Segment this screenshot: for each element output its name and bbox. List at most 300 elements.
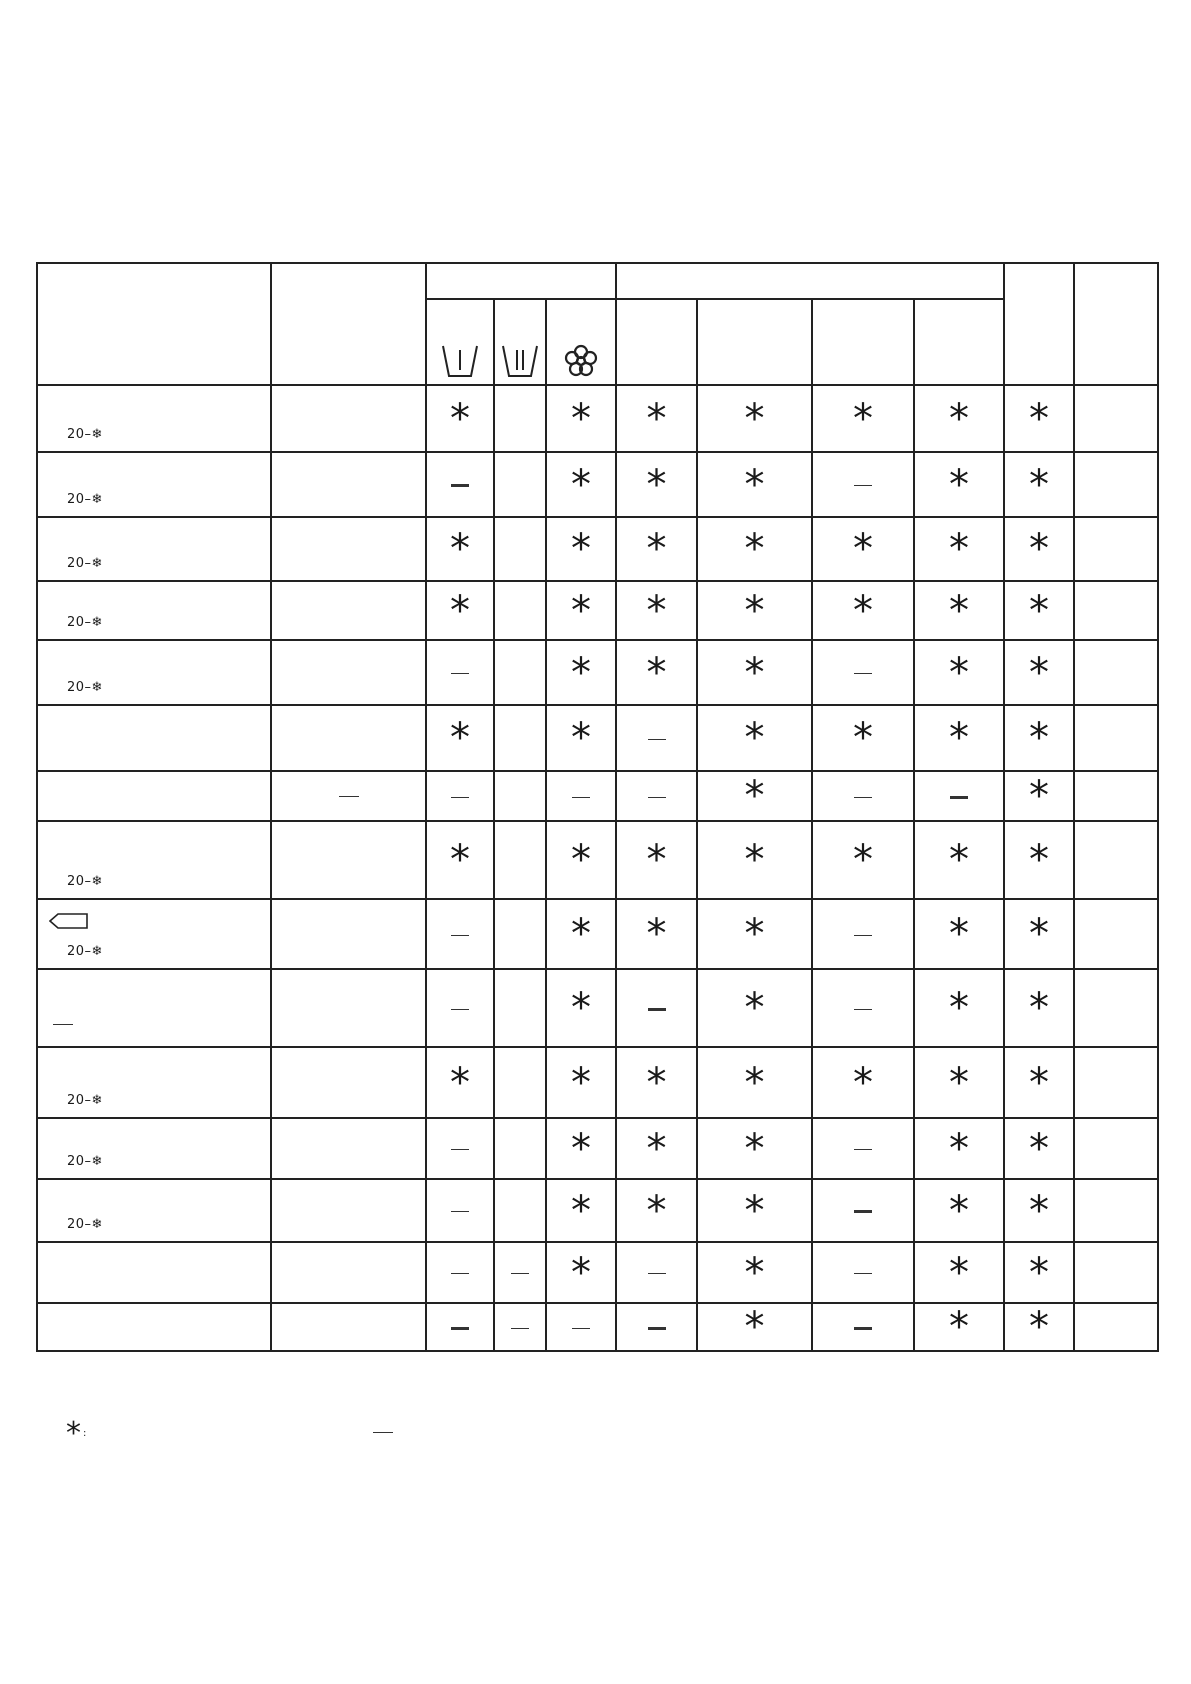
available-star: *	[450, 587, 470, 634]
marker-cell	[812, 1047, 914, 1118]
available-star: *	[949, 837, 970, 883]
marker-cell	[616, 1118, 697, 1179]
available-star: *	[1029, 461, 1050, 508]
available-star: *	[744, 649, 765, 696]
marker-cell	[616, 452, 697, 517]
available-star: *	[744, 773, 765, 819]
available-star: *	[646, 526, 667, 572]
marker-cell	[812, 899, 914, 969]
available-star: *	[853, 526, 874, 572]
available-star: *	[646, 1187, 667, 1234]
marker-cell	[546, 705, 616, 771]
fabric-cell	[271, 899, 426, 969]
marker-cell	[812, 385, 914, 452]
marker-cell	[1004, 899, 1074, 969]
extra-cell	[1074, 771, 1158, 821]
table-row	[37, 969, 1158, 1047]
marker-cell	[426, 517, 494, 581]
marker-cell	[1004, 1047, 1074, 1118]
unavailable-dash	[854, 1327, 872, 1330]
available-star: *	[744, 1059, 765, 1106]
available-star: *	[744, 395, 765, 442]
unavailable-dash	[950, 796, 968, 799]
unavailable-dash	[854, 935, 872, 936]
header-programme	[37, 263, 271, 385]
temperature-range: 20–❄	[67, 874, 103, 889]
marker-cell	[494, 452, 546, 517]
programme-cell	[37, 640, 271, 705]
extra-cell	[1074, 385, 1158, 452]
available-star: *	[1029, 395, 1050, 442]
fabric-cell	[271, 452, 426, 517]
table-row	[37, 705, 1158, 771]
available-star: *	[744, 837, 765, 883]
available-star: *	[450, 837, 470, 883]
marker-cell	[426, 821, 494, 899]
unavailable-dash	[572, 797, 590, 798]
marker-cell	[914, 969, 1004, 1047]
marker-cell	[812, 452, 914, 517]
programme-cell	[37, 517, 271, 581]
header-option-4	[914, 299, 1004, 385]
marker-cell	[914, 517, 1004, 581]
unavailable-dash	[451, 1211, 469, 1212]
fabric-cell	[271, 640, 426, 705]
table-row	[37, 771, 1158, 821]
available-star: *	[744, 715, 765, 761]
programme-cell	[37, 899, 271, 969]
available-star: *	[949, 985, 970, 1031]
header-options-group	[616, 263, 1004, 299]
marker-cell	[1004, 1179, 1074, 1242]
marker-cell	[697, 452, 812, 517]
temperature-range: 20–❄	[67, 556, 103, 571]
header-softener	[546, 299, 616, 385]
marker-cell	[1004, 1242, 1074, 1303]
unavailable-dash	[648, 797, 666, 798]
marker-cell	[914, 581, 1004, 640]
marker-cell	[426, 969, 494, 1047]
programme-cell	[37, 705, 271, 771]
extra-cell	[1074, 705, 1158, 771]
marker-cell	[546, 771, 616, 821]
available-star: *	[949, 526, 970, 572]
available-star: *	[1029, 837, 1050, 883]
marker-cell	[546, 1303, 616, 1351]
extra-cell	[1074, 899, 1158, 969]
marker-cell	[914, 771, 1004, 821]
marker-cell	[426, 1047, 494, 1118]
programme-cell	[37, 1303, 271, 1351]
available-star: *	[571, 911, 592, 957]
available-star: *	[949, 587, 970, 634]
extra-cell	[1074, 640, 1158, 705]
available-star: *	[1029, 1059, 1050, 1106]
available-star: *	[744, 985, 765, 1031]
fabric-cell	[271, 385, 426, 452]
available-star: *	[646, 911, 667, 957]
fabric-cell	[271, 517, 426, 581]
unavailable-dash	[451, 673, 469, 674]
temperature-range: 20–❄	[67, 427, 103, 442]
marker-cell	[1004, 969, 1074, 1047]
table-row	[37, 517, 1158, 581]
available-star: *	[571, 649, 592, 696]
table-row	[37, 1047, 1158, 1118]
marker-cell	[426, 705, 494, 771]
table-row	[37, 899, 1158, 969]
available-star: *	[646, 461, 667, 508]
available-star: *	[646, 587, 667, 634]
extra-cell	[1074, 517, 1158, 581]
marker-cell	[546, 969, 616, 1047]
marker-cell	[494, 1303, 546, 1351]
marker-cell	[426, 771, 494, 821]
temperature-range: 20–❄	[67, 492, 103, 507]
marker-cell	[1004, 517, 1074, 581]
fabric-dash	[339, 796, 359, 797]
available-star: *	[853, 715, 874, 761]
marker-cell	[1004, 452, 1074, 517]
unavailable-dash	[572, 1328, 590, 1329]
available-star: *	[571, 837, 592, 883]
header-option-2	[697, 299, 812, 385]
unavailable-dash	[648, 739, 666, 740]
legend-star: *	[66, 1416, 81, 1451]
programme-cell	[37, 581, 271, 640]
available-star: *	[949, 1059, 970, 1106]
unavailable-dash	[451, 1149, 469, 1150]
available-star: *	[646, 837, 667, 883]
available-star: *	[744, 1125, 765, 1172]
available-star: *	[646, 649, 667, 696]
programme-cell	[37, 1047, 271, 1118]
unavailable-dash	[854, 797, 872, 798]
marker-cell	[914, 1242, 1004, 1303]
marker-cell	[616, 1303, 697, 1351]
temperature-range: 20–❄	[67, 680, 103, 695]
marker-cell	[494, 771, 546, 821]
available-star: *	[1029, 587, 1050, 634]
marker-cell	[546, 385, 616, 452]
marker-cell	[697, 1242, 812, 1303]
available-star: *	[571, 985, 592, 1031]
marker-cell	[697, 1047, 812, 1118]
available-star: *	[1029, 911, 1050, 957]
available-star: *	[744, 1249, 765, 1296]
available-star: *	[450, 526, 470, 572]
unavailable-dash	[854, 1210, 872, 1213]
programme-cell	[37, 771, 271, 821]
available-star: *	[744, 587, 765, 634]
available-star: *	[571, 395, 592, 442]
fabric-cell	[271, 821, 426, 899]
marker-cell	[494, 640, 546, 705]
available-star: *	[949, 1125, 970, 1172]
available-star: *	[744, 526, 765, 572]
unavailable-dash	[451, 484, 469, 487]
legend-dash	[373, 1432, 393, 1433]
temperature-range: 20–❄	[67, 1154, 103, 1169]
label-tag-icon	[49, 912, 89, 930]
marker-cell	[426, 1118, 494, 1179]
marker-cell	[812, 821, 914, 899]
marker-cell	[914, 1047, 1004, 1118]
available-star: *	[450, 395, 470, 442]
available-star: *	[1029, 649, 1050, 696]
marker-cell	[697, 1118, 812, 1179]
marker-cell	[697, 581, 812, 640]
marker-cell	[914, 640, 1004, 705]
available-star: *	[646, 1125, 667, 1172]
marker-cell	[546, 1118, 616, 1179]
programme-cell	[37, 1179, 271, 1242]
available-star: *	[1029, 1187, 1050, 1234]
marker-cell	[494, 1047, 546, 1118]
table-row	[37, 821, 1158, 899]
marker-cell	[697, 771, 812, 821]
unavailable-dash	[854, 485, 872, 486]
header-main-wash	[426, 299, 494, 385]
available-star: *	[853, 587, 874, 634]
table-row	[37, 385, 1158, 452]
header-col-10	[1004, 263, 1074, 385]
marker-cell	[1004, 640, 1074, 705]
available-star: *	[571, 587, 592, 634]
available-star: *	[1029, 1249, 1050, 1296]
marker-cell	[616, 969, 697, 1047]
marker-cell	[914, 1303, 1004, 1351]
available-star: *	[949, 395, 970, 442]
marker-cell	[1004, 705, 1074, 771]
marker-cell	[546, 1047, 616, 1118]
marker-cell	[616, 1242, 697, 1303]
available-star: *	[571, 1059, 592, 1106]
marker-cell	[697, 969, 812, 1047]
marker-cell	[426, 640, 494, 705]
marker-cell	[1004, 385, 1074, 452]
marker-cell	[616, 517, 697, 581]
marker-cell	[616, 1047, 697, 1118]
detergent-cup-I-icon	[441, 344, 479, 378]
programme-dash	[53, 1024, 73, 1025]
available-star: *	[744, 461, 765, 508]
legend-colon: :	[83, 1428, 87, 1439]
marker-cell	[616, 821, 697, 899]
available-star: *	[450, 1059, 470, 1106]
available-star: *	[853, 837, 874, 883]
temperature-range: 20–❄	[67, 944, 103, 959]
available-star: *	[571, 1125, 592, 1172]
marker-cell	[426, 452, 494, 517]
available-star: *	[949, 911, 970, 957]
extra-cell	[1074, 581, 1158, 640]
marker-cell	[1004, 1118, 1074, 1179]
available-star: *	[744, 1187, 765, 1234]
unavailable-dash	[648, 1273, 666, 1274]
available-star: *	[1029, 773, 1050, 819]
unavailable-dash	[451, 1009, 469, 1010]
unavailable-dash	[451, 1327, 469, 1330]
table-row	[37, 581, 1158, 640]
table-row	[37, 1242, 1158, 1303]
temperature-range: 20–❄	[67, 615, 103, 630]
available-star: *	[949, 649, 970, 696]
fabric-cell	[271, 1303, 426, 1351]
marker-cell	[1004, 821, 1074, 899]
fabric-cell	[271, 1047, 426, 1118]
unavailable-dash	[451, 935, 469, 936]
table-body	[37, 385, 1158, 1351]
header-fabric	[271, 263, 426, 385]
marker-cell	[812, 1179, 914, 1242]
fabric-cell	[271, 969, 426, 1047]
extra-cell	[1074, 1179, 1158, 1242]
available-star: *	[1029, 1304, 1050, 1350]
available-star: *	[853, 1059, 874, 1106]
marker-cell	[697, 1303, 812, 1351]
marker-cell	[697, 899, 812, 969]
temperature-range: 20–❄	[67, 1217, 103, 1232]
fabric-cell	[271, 771, 426, 821]
fabric-cell	[271, 581, 426, 640]
marker-cell	[426, 581, 494, 640]
table-row	[37, 1118, 1158, 1179]
marker-cell	[914, 1118, 1004, 1179]
marker-cell	[426, 1179, 494, 1242]
marker-cell	[426, 899, 494, 969]
available-star: *	[949, 1249, 970, 1296]
marker-cell	[812, 1118, 914, 1179]
available-star: *	[949, 1187, 970, 1234]
marker-cell	[546, 899, 616, 969]
extra-cell	[1074, 1242, 1158, 1303]
fabric-cell	[271, 1179, 426, 1242]
available-star: *	[450, 715, 470, 761]
marker-cell	[494, 705, 546, 771]
marker-cell	[812, 640, 914, 705]
marker-cell	[426, 1303, 494, 1351]
unavailable-dash	[451, 797, 469, 798]
available-star: *	[744, 1304, 765, 1350]
unavailable-dash	[511, 1328, 529, 1329]
marker-cell	[546, 640, 616, 705]
marker-cell	[1004, 581, 1074, 640]
marker-cell	[697, 821, 812, 899]
unavailable-dash	[451, 1273, 469, 1274]
available-star: *	[744, 911, 765, 957]
marker-cell	[1004, 1303, 1074, 1351]
marker-cell	[812, 517, 914, 581]
marker-cell	[616, 1179, 697, 1242]
marker-cell	[914, 452, 1004, 517]
marker-cell	[1004, 771, 1074, 821]
table-row	[37, 1303, 1158, 1351]
marker-cell	[494, 1179, 546, 1242]
marker-cell	[426, 1242, 494, 1303]
available-star: *	[571, 1249, 592, 1296]
marker-cell	[616, 899, 697, 969]
extra-cell	[1074, 452, 1158, 517]
marker-cell	[812, 1242, 914, 1303]
unavailable-dash	[511, 1273, 529, 1274]
available-star: *	[949, 715, 970, 761]
available-star: *	[571, 1187, 592, 1234]
header-col-11	[1074, 263, 1158, 385]
programme-cell	[37, 385, 271, 452]
extra-cell	[1074, 1118, 1158, 1179]
available-star: *	[571, 526, 592, 572]
marker-cell	[494, 1242, 546, 1303]
programme-cell	[37, 821, 271, 899]
fabric-cell	[271, 1118, 426, 1179]
unavailable-dash	[854, 1273, 872, 1274]
table-row	[37, 640, 1158, 705]
marker-cell	[616, 705, 697, 771]
marker-cell	[546, 1242, 616, 1303]
marker-cell	[546, 821, 616, 899]
extra-cell	[1074, 1047, 1158, 1118]
fabric-cell	[271, 1242, 426, 1303]
programme-cell	[37, 1118, 271, 1179]
available-star: *	[949, 1304, 970, 1350]
marker-cell	[914, 821, 1004, 899]
header-option-3	[812, 299, 914, 385]
marker-cell	[697, 517, 812, 581]
marker-cell	[616, 385, 697, 452]
marker-cell	[494, 969, 546, 1047]
unavailable-dash	[648, 1327, 666, 1330]
marker-cell	[697, 1179, 812, 1242]
available-star: *	[1029, 715, 1050, 761]
extra-cell	[1074, 821, 1158, 899]
temperature-range: 20–❄	[67, 1093, 103, 1108]
available-star: *	[571, 715, 592, 761]
available-star: *	[571, 461, 592, 508]
marker-cell	[812, 1303, 914, 1351]
marker-cell	[616, 640, 697, 705]
available-star: *	[1029, 1125, 1050, 1172]
table-row	[37, 1179, 1158, 1242]
marker-cell	[914, 705, 1004, 771]
marker-cell	[426, 385, 494, 452]
marker-cell	[914, 899, 1004, 969]
unavailable-dash	[854, 1149, 872, 1150]
marker-cell	[812, 581, 914, 640]
programme-cell	[37, 452, 271, 517]
available-star: *	[646, 395, 667, 442]
fabric-cell	[271, 705, 426, 771]
marker-cell	[494, 899, 546, 969]
marker-cell	[914, 1179, 1004, 1242]
marker-cell	[812, 771, 914, 821]
header-detergent-group	[426, 263, 616, 299]
marker-cell	[546, 581, 616, 640]
marker-cell	[494, 821, 546, 899]
marker-cell	[697, 705, 812, 771]
legend	[66, 1416, 86, 1451]
marker-cell	[494, 1118, 546, 1179]
table-row	[37, 452, 1158, 517]
marker-cell	[616, 771, 697, 821]
softener-flower-icon	[564, 344, 598, 378]
available-star: *	[1029, 985, 1050, 1031]
marker-cell	[494, 517, 546, 581]
marker-cell	[812, 705, 914, 771]
unavailable-dash	[648, 1008, 666, 1011]
available-star: *	[949, 461, 970, 508]
programme-cell	[37, 969, 271, 1047]
